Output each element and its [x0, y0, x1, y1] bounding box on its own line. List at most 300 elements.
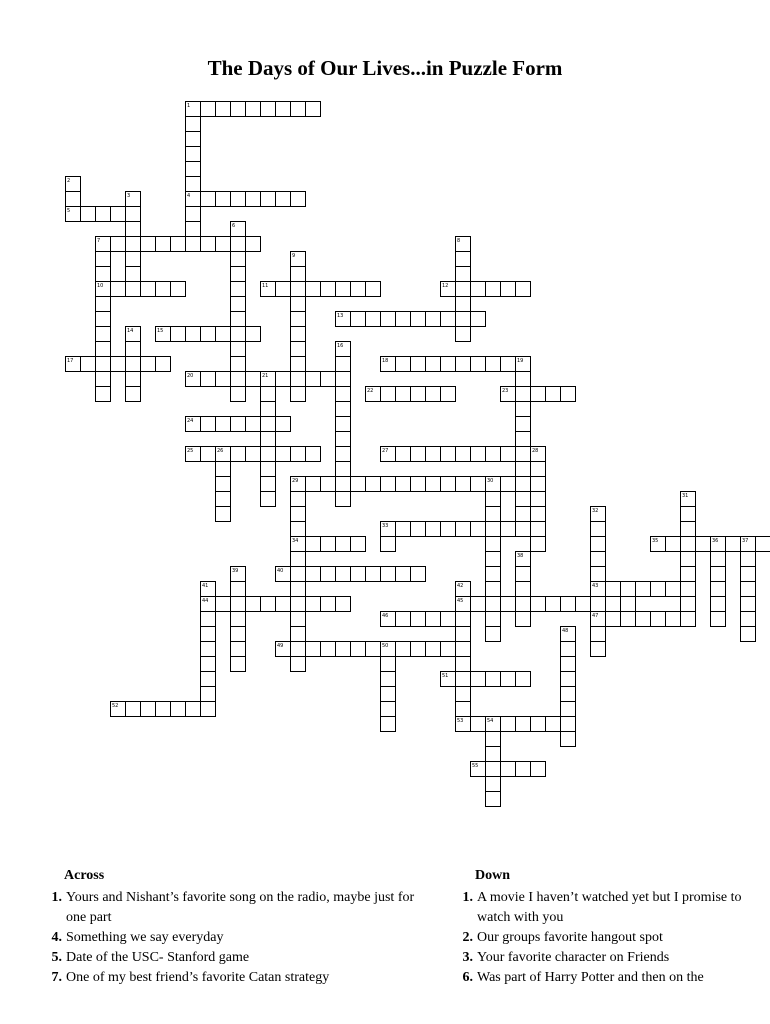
grid-cell[interactable] — [741, 597, 756, 612]
grid-cell[interactable] — [201, 327, 216, 342]
grid-cell[interactable] — [516, 477, 531, 492]
grid-cell[interactable] — [261, 492, 276, 507]
grid-cell[interactable] — [276, 447, 291, 462]
grid-cell[interactable] — [126, 342, 141, 357]
grid-cell[interactable] — [591, 552, 606, 567]
grid-cell[interactable] — [741, 627, 756, 642]
grid-cell[interactable] — [276, 597, 291, 612]
grid-cell[interactable] — [201, 657, 216, 672]
grid-cell[interactable] — [426, 447, 441, 462]
grid-cell[interactable] — [456, 447, 471, 462]
grid-cell[interactable] — [336, 417, 351, 432]
grid-cell[interactable] — [501, 447, 516, 462]
grid-cell[interactable] — [321, 372, 336, 387]
grid-cell[interactable] — [156, 357, 171, 372]
grid-cell[interactable] — [516, 672, 531, 687]
grid-cell[interactable] — [576, 597, 591, 612]
grid-cell[interactable] — [381, 537, 396, 552]
grid-cell[interactable] — [231, 237, 246, 252]
grid-cell[interactable] — [396, 567, 411, 582]
grid-cell[interactable] — [336, 432, 351, 447]
grid-cell[interactable] — [261, 192, 276, 207]
grid-cell[interactable] — [126, 357, 141, 372]
grid-cell[interactable] — [231, 102, 246, 117]
grid-cell[interactable] — [396, 612, 411, 627]
grid-cell[interactable] — [66, 192, 81, 207]
grid-cell[interactable] — [606, 612, 621, 627]
grid-cell[interactable] — [201, 417, 216, 432]
grid-cell[interactable] — [291, 507, 306, 522]
grid-cell[interactable] — [456, 267, 471, 282]
grid-cell[interactable] — [381, 477, 396, 492]
grid-cell[interactable] — [96, 327, 111, 342]
grid-cell[interactable] — [231, 582, 246, 597]
grid-cell[interactable] — [471, 672, 486, 687]
grid-cell[interactable] — [516, 282, 531, 297]
grid-cell[interactable] — [261, 402, 276, 417]
grid-cell[interactable] — [621, 597, 636, 612]
grid-cell[interactable] — [216, 192, 231, 207]
grid-cell[interactable] — [231, 417, 246, 432]
grid-cell[interactable] — [471, 597, 486, 612]
grid-cell[interactable] — [516, 762, 531, 777]
grid-cell[interactable] — [531, 492, 546, 507]
grid-cell[interactable] — [501, 477, 516, 492]
grid-cell[interactable] — [381, 702, 396, 717]
grid-cell[interactable] — [591, 537, 606, 552]
grid-cell[interactable] — [96, 297, 111, 312]
grid-cell[interactable] — [516, 402, 531, 417]
grid-cell[interactable] — [531, 717, 546, 732]
grid-cell[interactable] — [336, 357, 351, 372]
grid-cell[interactable] — [501, 762, 516, 777]
grid-cell[interactable] — [486, 567, 501, 582]
grid-cell[interactable] — [681, 597, 696, 612]
grid-cell[interactable] — [231, 597, 246, 612]
grid-cell[interactable] — [381, 657, 396, 672]
grid-cell[interactable] — [201, 612, 216, 627]
grid-cell[interactable] — [561, 597, 576, 612]
grid-cell[interactable] — [471, 717, 486, 732]
grid-cell[interactable] — [486, 552, 501, 567]
grid-cell[interactable] — [621, 582, 636, 597]
grid-cell[interactable] — [681, 537, 696, 552]
grid-cell[interactable] — [756, 537, 770, 552]
grid-cell[interactable] — [171, 237, 186, 252]
grid-cell[interactable] — [471, 477, 486, 492]
grid-cell[interactable] — [396, 447, 411, 462]
grid-cell[interactable] — [531, 477, 546, 492]
grid-cell[interactable] — [516, 612, 531, 627]
grid-cell[interactable] — [516, 522, 531, 537]
grid-cell[interactable] — [201, 702, 216, 717]
grid-cell[interactable] — [561, 732, 576, 747]
grid-cell[interactable] — [216, 237, 231, 252]
grid-cell[interactable] — [171, 702, 186, 717]
grid-cell[interactable] — [291, 597, 306, 612]
grid-cell[interactable] — [126, 237, 141, 252]
grid-cell[interactable] — [501, 357, 516, 372]
grid-cell[interactable] — [201, 192, 216, 207]
grid-cell[interactable] — [291, 282, 306, 297]
grid-cell[interactable] — [516, 492, 531, 507]
grid-cell[interactable] — [291, 642, 306, 657]
grid-cell[interactable] — [411, 612, 426, 627]
grid-cell[interactable] — [141, 237, 156, 252]
grid-cell[interactable] — [516, 717, 531, 732]
grid-cell[interactable] — [111, 207, 126, 222]
grid-cell[interactable] — [306, 567, 321, 582]
grid-cell[interactable] — [231, 327, 246, 342]
grid-cell[interactable] — [186, 702, 201, 717]
grid-cell[interactable] — [246, 192, 261, 207]
grid-cell[interactable] — [291, 312, 306, 327]
grid-cell[interactable] — [486, 537, 501, 552]
grid-cell[interactable] — [456, 612, 471, 627]
grid-cell[interactable] — [411, 447, 426, 462]
grid-cell[interactable] — [231, 387, 246, 402]
grid-cell[interactable] — [321, 597, 336, 612]
grid-cell[interactable] — [456, 282, 471, 297]
grid-cell[interactable] — [441, 357, 456, 372]
grid-cell[interactable] — [306, 447, 321, 462]
grid-cell[interactable] — [351, 537, 366, 552]
grid-cell[interactable] — [561, 717, 576, 732]
grid-cell[interactable] — [381, 567, 396, 582]
grid-cell[interactable] — [516, 462, 531, 477]
grid-cell[interactable] — [411, 567, 426, 582]
grid-cell[interactable] — [516, 372, 531, 387]
grid-cell[interactable] — [291, 357, 306, 372]
grid-cell[interactable] — [531, 462, 546, 477]
grid-cell[interactable] — [531, 507, 546, 522]
grid-cell[interactable] — [231, 342, 246, 357]
grid-cell[interactable] — [741, 612, 756, 627]
grid-cell[interactable] — [216, 477, 231, 492]
grid-cell[interactable] — [291, 447, 306, 462]
grid-cell[interactable] — [396, 477, 411, 492]
grid-cell[interactable] — [81, 207, 96, 222]
grid-cell[interactable] — [411, 477, 426, 492]
grid-cell[interactable] — [351, 567, 366, 582]
grid-cell[interactable] — [681, 612, 696, 627]
grid-cell[interactable] — [336, 387, 351, 402]
grid-cell[interactable] — [456, 357, 471, 372]
grid-cell[interactable] — [246, 102, 261, 117]
grid-cell[interactable] — [111, 237, 126, 252]
grid-cell[interactable] — [501, 672, 516, 687]
grid-cell[interactable] — [531, 537, 546, 552]
grid-cell[interactable] — [426, 642, 441, 657]
grid-cell[interactable] — [381, 687, 396, 702]
grid-cell[interactable] — [201, 627, 216, 642]
grid-cell[interactable] — [681, 552, 696, 567]
grid-cell[interactable] — [126, 252, 141, 267]
grid-cell[interactable] — [501, 282, 516, 297]
grid-cell[interactable] — [486, 507, 501, 522]
grid-cell[interactable] — [561, 387, 576, 402]
grid-cell[interactable] — [711, 612, 726, 627]
grid-cell[interactable] — [126, 207, 141, 222]
grid-cell[interactable] — [351, 282, 366, 297]
grid-cell[interactable] — [96, 357, 111, 372]
grid-cell[interactable] — [171, 282, 186, 297]
grid-cell[interactable] — [741, 567, 756, 582]
grid-cell[interactable] — [201, 642, 216, 657]
grid-cell[interactable] — [486, 777, 501, 792]
grid-cell[interactable] — [201, 102, 216, 117]
grid-cell[interactable] — [456, 252, 471, 267]
grid-cell[interactable] — [486, 582, 501, 597]
grid-cell[interactable] — [486, 522, 501, 537]
grid-cell[interactable] — [666, 537, 681, 552]
grid-cell[interactable] — [441, 522, 456, 537]
grid-cell[interactable] — [531, 387, 546, 402]
grid-cell[interactable] — [96, 342, 111, 357]
grid-cell[interactable] — [336, 567, 351, 582]
grid-cell[interactable] — [261, 432, 276, 447]
grid-cell[interactable] — [216, 507, 231, 522]
grid-cell[interactable] — [471, 522, 486, 537]
grid-cell[interactable] — [291, 342, 306, 357]
grid-cell[interactable] — [366, 282, 381, 297]
grid-cell[interactable] — [486, 492, 501, 507]
grid-cell[interactable] — [246, 327, 261, 342]
grid-cell[interactable] — [516, 387, 531, 402]
grid-cell[interactable] — [351, 312, 366, 327]
grid-cell[interactable] — [291, 522, 306, 537]
grid-cell[interactable] — [546, 597, 561, 612]
grid-cell[interactable] — [336, 642, 351, 657]
grid-cell[interactable] — [186, 207, 201, 222]
grid-cell[interactable] — [516, 447, 531, 462]
grid-cell[interactable] — [186, 237, 201, 252]
grid-cell[interactable] — [396, 387, 411, 402]
grid-cell[interactable] — [456, 522, 471, 537]
grid-cell[interactable] — [231, 447, 246, 462]
grid-cell[interactable] — [486, 282, 501, 297]
grid-cell[interactable] — [636, 582, 651, 597]
grid-cell[interactable] — [591, 522, 606, 537]
grid-cell[interactable] — [366, 477, 381, 492]
grid-cell[interactable] — [216, 492, 231, 507]
grid-cell[interactable] — [441, 642, 456, 657]
grid-cell[interactable] — [351, 477, 366, 492]
grid-cell[interactable] — [306, 372, 321, 387]
grid-cell[interactable] — [261, 387, 276, 402]
grid-cell[interactable] — [216, 102, 231, 117]
grid-cell[interactable] — [276, 192, 291, 207]
grid-cell[interactable] — [291, 372, 306, 387]
grid-cell[interactable] — [186, 117, 201, 132]
grid-cell[interactable] — [456, 627, 471, 642]
grid-cell[interactable] — [81, 357, 96, 372]
grid-cell[interactable] — [186, 162, 201, 177]
grid-cell[interactable] — [186, 132, 201, 147]
grid-cell[interactable] — [486, 762, 501, 777]
grid-cell[interactable] — [186, 177, 201, 192]
grid-cell[interactable] — [231, 267, 246, 282]
grid-cell[interactable] — [456, 297, 471, 312]
grid-cell[interactable] — [591, 567, 606, 582]
grid-cell[interactable] — [141, 702, 156, 717]
grid-cell[interactable] — [531, 762, 546, 777]
grid-cell[interactable] — [486, 597, 501, 612]
grid-cell[interactable] — [261, 597, 276, 612]
grid-cell[interactable] — [561, 642, 576, 657]
grid-cell[interactable] — [486, 672, 501, 687]
grid-cell[interactable] — [591, 597, 606, 612]
grid-cell[interactable] — [561, 672, 576, 687]
grid-cell[interactable] — [516, 582, 531, 597]
grid-cell[interactable] — [111, 357, 126, 372]
grid-cell[interactable] — [606, 582, 621, 597]
grid-cell[interactable] — [306, 537, 321, 552]
grid-cell[interactable] — [261, 447, 276, 462]
grid-cell[interactable] — [471, 282, 486, 297]
grid-cell[interactable] — [441, 447, 456, 462]
grid-cell[interactable] — [621, 612, 636, 627]
grid-cell[interactable] — [216, 417, 231, 432]
grid-cell[interactable] — [231, 192, 246, 207]
grid-cell[interactable] — [366, 567, 381, 582]
grid-cell[interactable] — [186, 222, 201, 237]
grid-cell[interactable] — [126, 267, 141, 282]
grid-cell[interactable] — [396, 312, 411, 327]
grid-cell[interactable] — [291, 612, 306, 627]
grid-cell[interactable] — [291, 387, 306, 402]
grid-cell[interactable] — [546, 387, 561, 402]
grid-cell[interactable] — [486, 612, 501, 627]
grid-cell[interactable] — [231, 282, 246, 297]
grid-cell[interactable] — [306, 102, 321, 117]
grid-cell[interactable] — [306, 597, 321, 612]
grid-cell[interactable] — [336, 447, 351, 462]
grid-cell[interactable] — [501, 597, 516, 612]
grid-cell[interactable] — [291, 492, 306, 507]
grid-cell[interactable] — [516, 567, 531, 582]
grid-cell[interactable] — [456, 672, 471, 687]
grid-cell[interactable] — [96, 387, 111, 402]
grid-cell[interactable] — [96, 207, 111, 222]
grid-cell[interactable] — [426, 522, 441, 537]
grid-cell[interactable] — [126, 702, 141, 717]
grid-cell[interactable] — [291, 267, 306, 282]
grid-cell[interactable] — [246, 597, 261, 612]
grid-cell[interactable] — [336, 402, 351, 417]
grid-cell[interactable] — [171, 327, 186, 342]
grid-cell[interactable] — [231, 642, 246, 657]
grid-cell[interactable] — [441, 387, 456, 402]
grid-cell[interactable] — [231, 657, 246, 672]
grid-cell[interactable] — [381, 672, 396, 687]
grid-cell[interactable] — [246, 447, 261, 462]
grid-cell[interactable] — [366, 642, 381, 657]
grid-cell[interactable] — [201, 372, 216, 387]
grid-cell[interactable] — [291, 297, 306, 312]
grid-cell[interactable] — [231, 312, 246, 327]
grid-cell[interactable] — [426, 387, 441, 402]
grid-cell[interactable] — [531, 522, 546, 537]
grid-cell[interactable] — [246, 372, 261, 387]
grid-cell[interactable] — [231, 612, 246, 627]
grid-cell[interactable] — [681, 567, 696, 582]
grid-cell[interactable] — [561, 657, 576, 672]
grid-cell[interactable] — [441, 312, 456, 327]
grid-cell[interactable] — [291, 582, 306, 597]
grid-cell[interactable] — [471, 357, 486, 372]
grid-cell[interactable] — [486, 732, 501, 747]
grid-cell[interactable] — [231, 252, 246, 267]
grid-cell[interactable] — [456, 702, 471, 717]
grid-cell[interactable] — [741, 552, 756, 567]
grid-cell[interactable] — [441, 477, 456, 492]
grid-cell[interactable] — [456, 687, 471, 702]
grid-cell[interactable] — [336, 282, 351, 297]
grid-cell[interactable] — [666, 612, 681, 627]
grid-cell[interactable] — [156, 282, 171, 297]
grid-cell[interactable] — [411, 357, 426, 372]
grid-cell[interactable] — [651, 582, 666, 597]
grid-cell[interactable] — [396, 642, 411, 657]
grid-cell[interactable] — [441, 612, 456, 627]
grid-cell[interactable] — [486, 792, 501, 807]
grid-cell[interactable] — [411, 522, 426, 537]
grid-cell[interactable] — [216, 372, 231, 387]
grid-cell[interactable] — [366, 312, 381, 327]
grid-cell[interactable] — [216, 327, 231, 342]
grid-cell[interactable] — [336, 597, 351, 612]
grid-cell[interactable] — [606, 597, 621, 612]
grid-cell[interactable] — [486, 447, 501, 462]
grid-cell[interactable] — [456, 657, 471, 672]
grid-cell[interactable] — [396, 522, 411, 537]
grid-cell[interactable] — [231, 357, 246, 372]
grid-cell[interactable] — [321, 537, 336, 552]
grid-cell[interactable] — [126, 372, 141, 387]
grid-cell[interactable] — [741, 582, 756, 597]
grid-cell[interactable] — [261, 102, 276, 117]
grid-cell[interactable] — [186, 147, 201, 162]
grid-cell[interactable] — [651, 612, 666, 627]
grid-cell[interactable] — [96, 372, 111, 387]
grid-cell[interactable] — [426, 612, 441, 627]
grid-cell[interactable] — [516, 597, 531, 612]
grid-cell[interactable] — [321, 567, 336, 582]
grid-cell[interactable] — [261, 417, 276, 432]
grid-cell[interactable] — [156, 702, 171, 717]
grid-cell[interactable] — [456, 642, 471, 657]
grid-cell[interactable] — [381, 387, 396, 402]
grid-cell[interactable] — [126, 282, 141, 297]
grid-cell[interactable] — [501, 717, 516, 732]
grid-cell[interactable] — [276, 282, 291, 297]
grid-cell[interactable] — [486, 747, 501, 762]
grid-cell[interactable] — [276, 417, 291, 432]
grid-cell[interactable] — [321, 282, 336, 297]
grid-cell[interactable] — [321, 477, 336, 492]
grid-cell[interactable] — [306, 642, 321, 657]
grid-cell[interactable] — [96, 252, 111, 267]
grid-cell[interactable] — [381, 717, 396, 732]
grid-cell[interactable] — [141, 357, 156, 372]
grid-cell[interactable] — [681, 582, 696, 597]
grid-cell[interactable] — [291, 327, 306, 342]
grid-cell[interactable] — [336, 492, 351, 507]
grid-cell[interactable] — [276, 372, 291, 387]
grid-cell[interactable] — [411, 312, 426, 327]
grid-cell[interactable] — [456, 327, 471, 342]
